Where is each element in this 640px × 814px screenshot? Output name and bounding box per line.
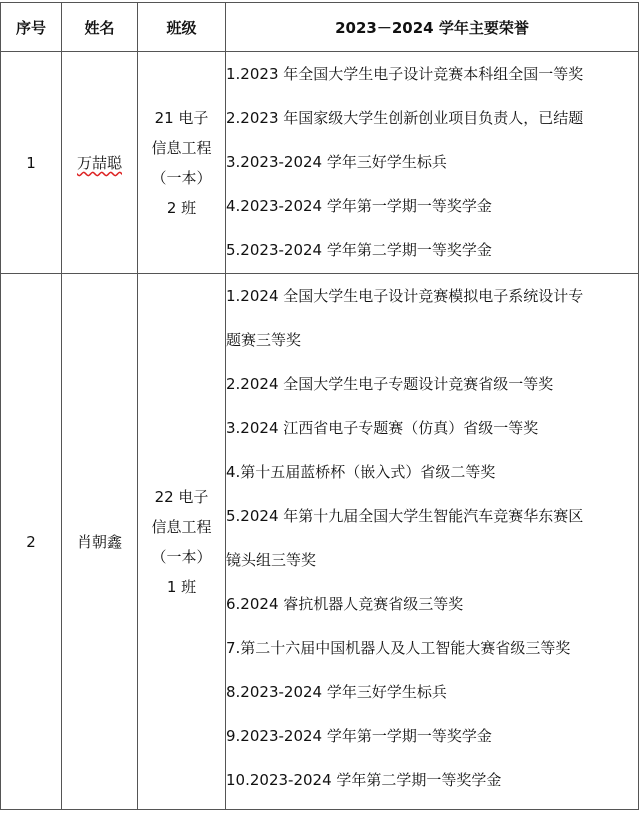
row-name: [62, 274, 138, 810]
table-row: [1, 52, 639, 274]
student-name: 肖朝鑫: [76, 533, 122, 551]
class-line: 信息工程: [151, 517, 212, 536]
honor-item: 4.2023-2024 学年第一学期一等奖学金: [226, 197, 492, 215]
honor-item: 题赛三等奖: [226, 331, 302, 349]
table-row: [1, 274, 639, 810]
honor-item: 8.2023-2024 学年三好学生标兵: [226, 683, 447, 701]
header-name: 姓名: [62, 3, 138, 52]
row-honors: [226, 52, 639, 274]
header-seq: 序号: [1, 3, 62, 52]
student-name: 万喆聪: [76, 154, 122, 172]
honor-item: 3.2023-2024 学年三好学生标兵: [226, 153, 447, 171]
honors-table: [0, 2, 639, 810]
class-line: 信息工程: [151, 138, 212, 157]
row-seq: 1: [1, 52, 62, 274]
header-class: 班级: [138, 3, 226, 52]
honor-item: 3.2024 江西省电子专题赛（仿真）省级一等奖: [226, 419, 539, 437]
honor-item: 1.2024 全国大学生电子设计竞赛模拟电子系统设计专: [226, 287, 584, 305]
row-seq: 2: [1, 274, 62, 810]
class-line: （一本）: [151, 547, 212, 566]
honor-item: 5.2023-2024 学年第二学期一等奖学金: [226, 241, 492, 259]
class-line: 2 班: [166, 198, 197, 217]
header-row: [1, 3, 639, 52]
header-honors: 2023－2024 学年主要荣誉: [226, 3, 639, 52]
class-line: 1 班: [166, 577, 197, 596]
row-honors: [226, 274, 639, 810]
honor-item: 9.2023-2024 学年第一学期一等奖学金: [226, 727, 492, 745]
row-class: [138, 274, 226, 810]
honor-item: 1.2023 年全国大学生电子设计竞赛本科组全国一等奖: [226, 65, 584, 83]
class-line: （一本）: [151, 168, 212, 187]
honor-item: 6.2024 睿抗机器人竞赛省级三等奖: [226, 595, 464, 613]
honor-item: 2.2024 全国大学生电子专题设计竞赛省级一等奖: [226, 375, 554, 393]
row-class: [138, 52, 226, 274]
row-name: [62, 52, 138, 274]
class-line: 22 电子: [154, 487, 209, 506]
class-line: 21 电子: [154, 108, 209, 127]
honor-item: 5.2024 年第十九届全国大学生智能汽车竞赛华东赛区: [226, 507, 584, 525]
honor-item: 4.第十五届蓝桥杯（嵌入式）省级二等奖: [226, 463, 496, 481]
honor-item: 镜头组三等奖: [226, 551, 317, 569]
honor-item: 10.2023-2024 学年第二学期一等奖学金: [226, 771, 502, 789]
honor-item: 2.2023 年国家级大学生创新创业项目负责人，已结题: [226, 109, 584, 127]
honor-item: 7.第二十六届中国机器人及人工智能大赛省级三等奖: [226, 639, 571, 657]
